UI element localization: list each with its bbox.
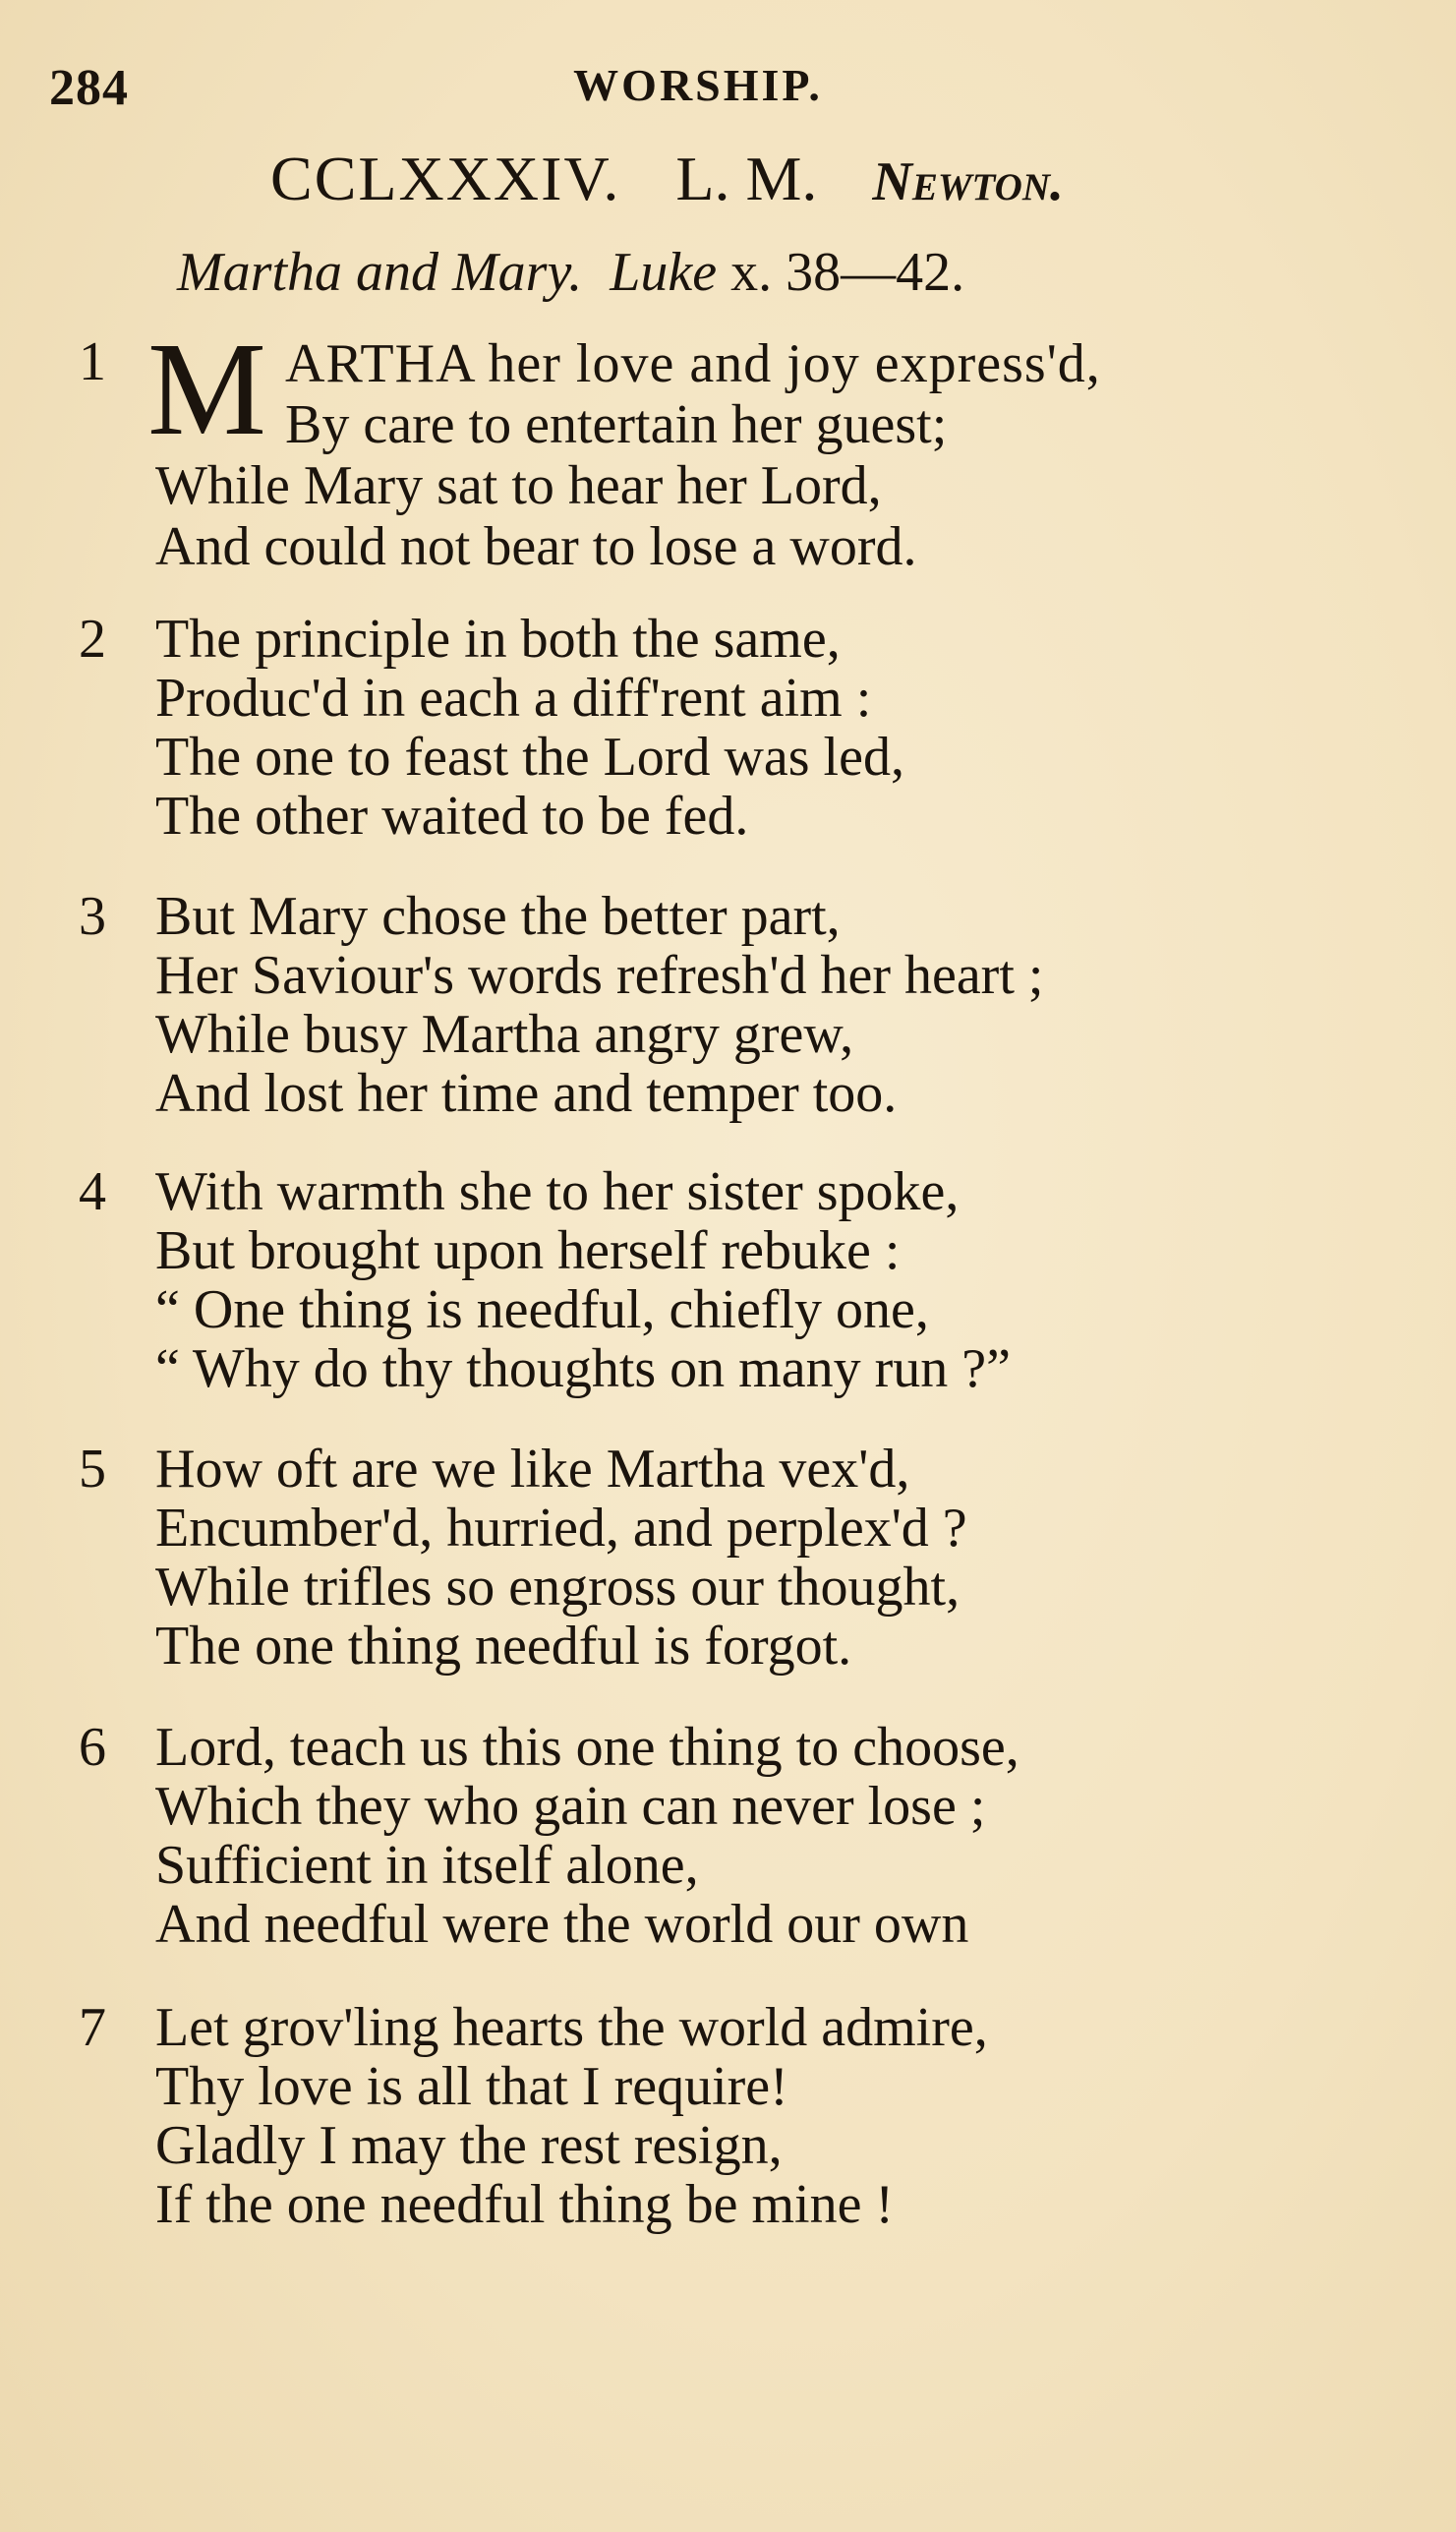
verse-line: While trifles so engross our thought,	[155, 1557, 961, 1618]
verse-line: If the one needful thing be mine !	[155, 2174, 895, 2235]
scripture-reference: x. 38—42.	[730, 242, 965, 303]
stanza-number: 7	[79, 1997, 106, 2058]
section-title: WORSHIP.	[573, 60, 823, 110]
verse-line: The one thing needful is forgot.	[155, 1616, 852, 1677]
verse-line: ARTHA her love and joy express'd,	[285, 333, 1101, 394]
verse-line: The principle in both the same,	[155, 609, 841, 670]
hymn-number: CCLXXXIV.	[270, 144, 621, 213]
scripture-book: Luke	[610, 242, 718, 303]
verse-line: And lost her time and temper too.	[155, 1063, 898, 1124]
stanza-number: 3	[79, 886, 106, 947]
hymn-subtitle-title: Martha and Mary.	[177, 242, 583, 303]
verse-line: Thy love is all that I require!	[155, 2056, 788, 2117]
verse-line: By care to entertain her guest;	[285, 394, 948, 455]
hymn-author: Newton.	[872, 151, 1064, 212]
hymn-subtitle	[177, 241, 1308, 304]
stanza-number: 2	[79, 609, 106, 670]
verse-line: Encumber'd, hurried, and perplex'd ?	[155, 1498, 967, 1559]
verse-line: Her Saviour's words refresh'd her heart ;	[155, 945, 1044, 1006]
drop-cap: M	[147, 316, 266, 463]
verse-line: “ One thing is needful, chiefly one,	[155, 1279, 929, 1340]
verse-line: Lord, teach us this one thing to choose,	[155, 1717, 1019, 1778]
hymn-heading	[270, 143, 1273, 221]
page-number: 284	[49, 60, 129, 116]
verse-line: Sufficient in itself alone,	[155, 1835, 699, 1896]
verse-line: And needful were the world our own	[155, 1894, 969, 1955]
verse-line: Which they who gain can never lose ;	[155, 1776, 986, 1837]
verse-line: But brought upon herself rebuke :	[155, 1220, 901, 1281]
verse-line: The one to feast the Lord was led,	[155, 727, 904, 788]
verse-line: And could not bear to lose a word.	[155, 516, 917, 577]
verse-line: Produc'd in each a diff'rent aim :	[155, 668, 872, 729]
verse-line: The other waited to be fed.	[155, 786, 749, 847]
stanza-number: 6	[79, 1717, 106, 1778]
verse-line: But Mary chose the better part,	[155, 886, 841, 947]
verse-line: While Mary sat to hear her Lord,	[155, 455, 882, 516]
verse-line: With warmth she to her sister spoke,	[155, 1161, 960, 1222]
stanza-number: 1	[79, 331, 106, 392]
hymn-meter: L. M.	[675, 144, 818, 213]
verse-line: “ Why do thy thoughts on many run ?”	[155, 1338, 1011, 1399]
verse-line: Let grov'ling hearts the world admire,	[155, 1997, 988, 2058]
verse-line: While busy Martha angry grew,	[155, 1004, 854, 1065]
stanza-number: 4	[79, 1161, 106, 1222]
verse-line: Gladly I may the rest resign,	[155, 2115, 783, 2176]
stanza-number: 5	[79, 1439, 106, 1500]
running-head	[49, 59, 1347, 128]
verse-line: How oft are we like Martha vex'd,	[155, 1439, 910, 1500]
